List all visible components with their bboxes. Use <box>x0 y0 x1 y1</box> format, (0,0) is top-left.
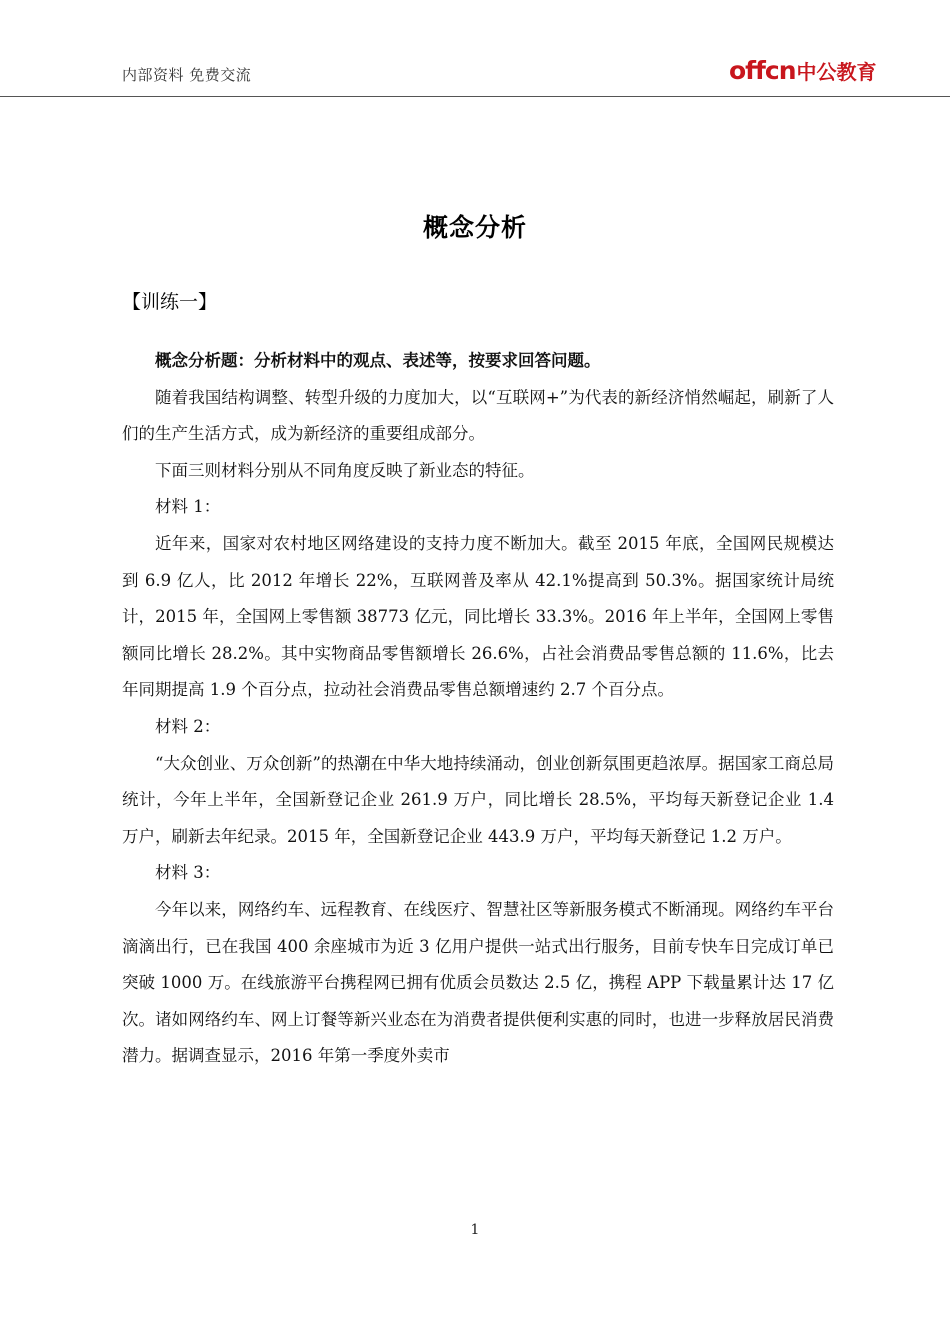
material-2-heading: 材料 2： <box>155 716 221 736</box>
logo-chinese-text: 中公教育 <box>796 60 877 84</box>
page-title: 概念分析 <box>422 213 527 242</box>
header-note: 内部资料 免费交流 <box>122 66 252 84</box>
page-header <box>0 0 950 97</box>
section-label: 【训练一】 <box>122 291 218 313</box>
material-1-text: 近年来，国家对农村地区网络建设的支持力度不断加大。截至 2015 年底，全国网民规模达到 6.9 亿人，比 2012 年增长 22%，互联网普及率从 42.1%提高到 50.3%。据国家统计局统计，2015 年，全国网上零售额 38773 亿元，同比增长 33.3%。2016 年上半年，全国网上零售额同比增长 28.2%。其中实物商品零售额增长 26.6%，占社会消费品零售总额的 11.6%，比去年同期提高 1.9 个百分点，拉动社会消费品零售总额增速约 2.7 个百分点。 <box>122 533 834 700</box>
question-prompt: 概念分析题：分析材料中的观点、表述等，按要求回答问题。 <box>155 351 601 370</box>
intro-paragraph: 下面三则材料分别从不同角度反映了新业态的特征。 <box>155 460 535 480</box>
material-1-heading: 材料 1： <box>155 497 221 517</box>
page-number: 1 <box>470 1222 480 1238</box>
offcn-logo <box>729 56 877 85</box>
material-2-text: “大众创业、万众创新”的热潮在中华大地持续涌动，创业创新氛围更趋浓厚。据国家工商总局统计，今年上半年，全国新登记企业 261.9 万户，同比增长 28.5%，平均每天新登记企业 1.4 万户，刷新去年纪录。2015 年，全国新登记企业 443.9 万户，平均每天新登记 1.2 万户。 <box>122 753 834 846</box>
document-body <box>122 343 834 1075</box>
material-3-text: 今年以来，网络约车、远程教育、在线医疗、智慧社区等新服务模式不断涌现。网络约车平台滴滴出行，已在我国 400 余座城市为近 3 亿用户提供一站式出行服务，目前专快车日完成订单已突破 1000 万。在线旅游平台携程网已拥有优质会员数达 2.5 亿，携程 APP 下载量累计达 17 亿次。诸如网络约车、网上订餐等新兴业态在为消费者提供便利实惠的同时，也进一步释放居民消费潜力。据调查显示，2016 年第一季度外卖市 <box>122 899 834 1066</box>
intro-paragraph: 随着我国结构调整、转型升级的力度加大，以“互联网+”为代表的新经济悄然崛起，刷新了人们的生产生活方式，成为新经济的重要组成部分。 <box>122 387 834 444</box>
material-3-heading: 材料 3： <box>155 863 221 883</box>
logo-latin-text: offcn <box>729 56 796 85</box>
